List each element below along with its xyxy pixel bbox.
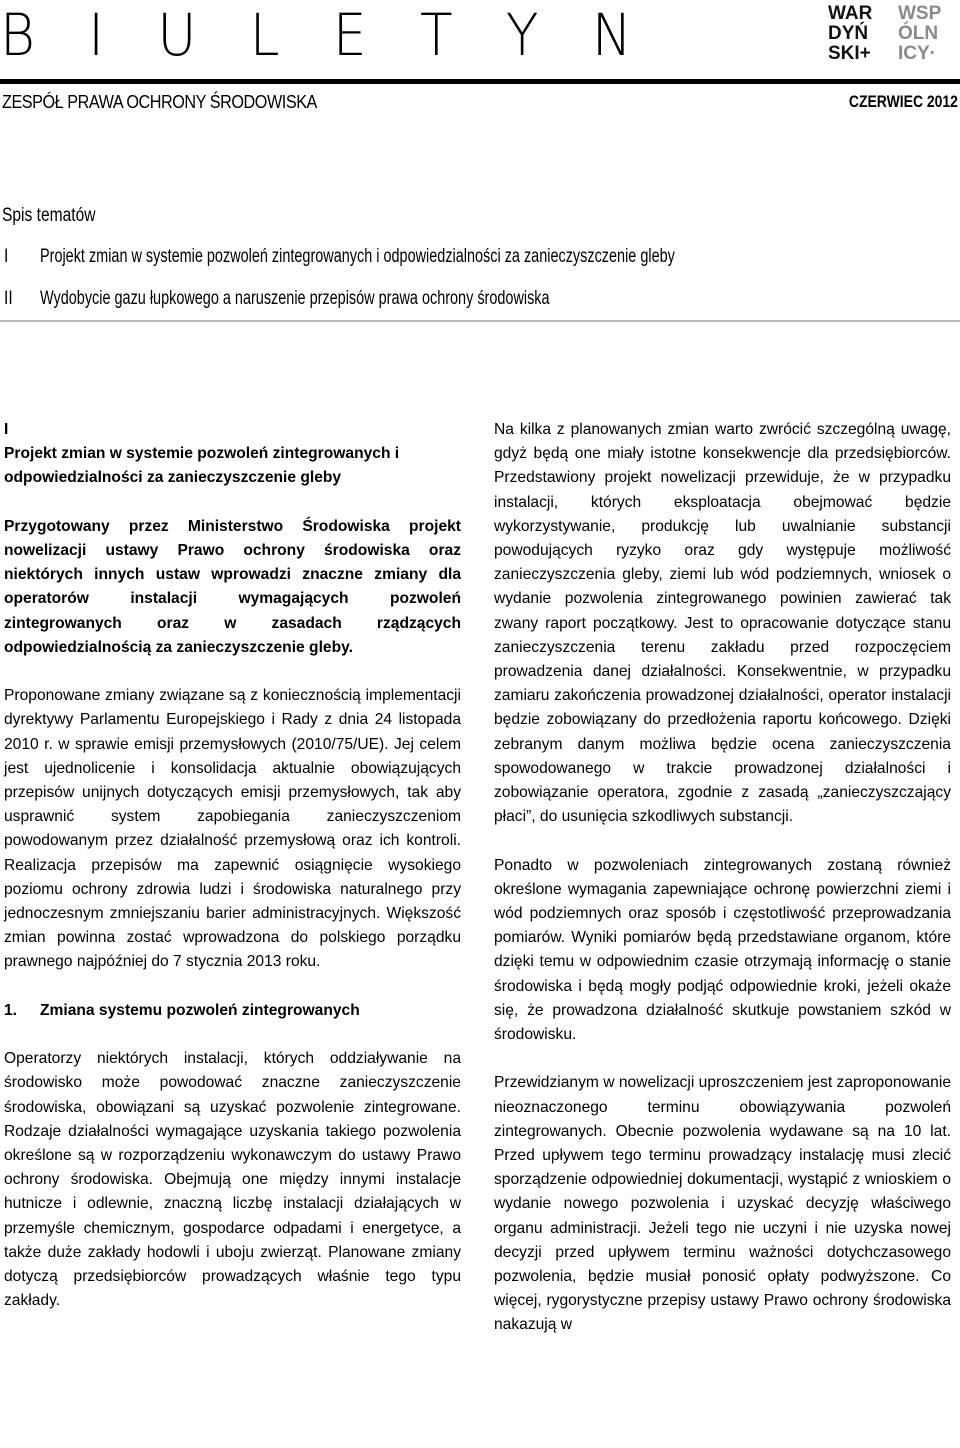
toc-title: Spis tematów: [2, 205, 96, 226]
toc-item-number: I: [4, 246, 9, 267]
section-number: I: [4, 421, 9, 438]
issue-date: CZERWIEC 2012: [849, 92, 958, 111]
firm-logo-wardynski: [828, 4, 894, 68]
body-paragraph: Na kilka z planowanych zmian warto zwrócić szczególną uwagę, gdyż będą one miały istotne konsekwencje dla przedsiębiorców. Przedstawiony projekt nowelizacji przewiduje, że w przypadku instalacji, których eksploatacja obejmować będzie wykorzystywanie, produkcję lub uwalnianie substancji powodujących ryzyko oraz gdy występuje możliwość zanieczyszczenia gleby, ziemi lub wód podziemnych, wniosek o wydanie pozwolenia zintegrowanego powinien zawierać tak zwany raport początkowy. Jest to opracowanie dotyczące stanu zanieczyszczenia terenu zakładu przed rozpoczęciem prowadzenia danej działalności. Konsekwentnie, w przypadku zamiaru zakończenia prowadzonej działalności, operator instalacji będzie zobowiązany do przedłożenia raportu końcowego. Dzięki zebranym danym możliwa będzie ocena zanieczyszczenia spowodowanego w trakcie prowadzonej działalności i zobowiązanie operatora, zgodnie z zasadą „zanieczyszczający płaci”, do usunięcia szkodliwych substancji.: [494, 421, 951, 826]
article-column-right: [494, 418, 951, 1362]
toc-item-title[interactable]: Projekt zmian w systemie pozwoleń zintegrowanych i odpowiedzialności za zanieczyszczenie gleby: [40, 246, 675, 267]
masthead-title: BIULETYN: [0, 1, 686, 69]
department-name: ZESPÓŁ PRAWA OCHRONY ŚRODOWISKA: [2, 92, 317, 112]
body-paragraph: Proponowane zmiany związane są z koniecznością implementacji dyrektywy Parlamentu Europejskiego i Rady z dnia 24 listopada 2010 r. w sprawie emisji przemysłowych (2010/75/UE). Jej celem jest ujednolicenie i konsolidacja aktualnie obowiązujących przepisów unijnych dotyczących emisji przemysłowych, tak aby usprawnić system zapobiegania zanieczyszczeniom powodowanym przez działalność przemysłową oraz ich kontroli. Realizacja przepisów ma zapewnić osiągnięcie wysokiego poziomu ochrony zdrowia ludzi i środowiska naturalnego przy jednoczesnym zmniejszaniu barier administracyjnych. Większość zmian powinna zostać wprowadzona do polskiego porządku prawnego najpóźniej do 7 stycznia 2013 roku.: [4, 687, 461, 971]
subsection-number: 1.: [4, 1001, 18, 1019]
body-paragraph: Przewidzianym w nowelizacji uproszczeniem jest zaproponowanie nieoznaczonego terminu obowiązywania pozwoleń zintegrowanych. Obecnie pozwolenia wydawane są na 10 lat. Przed upływem tego terminu prowadzący instalację musi zlecić sporządzenie odpowiedniej dokumentacji, wystąpić z wnioskiem o wydanie nowego pozwolenia i uzyskać decyzję właściwego organu administracji. Jeżeli tego nie uczyni i nie uzyska nowej decyzji przed upływem terminu ważności dotychczasowego pozwolenia, będzie musiał ponosić opłaty podwyższone. Co więcej, rygorystyczne przepisy ustawy Prawo ochrony środowiska nakazują w: [494, 1074, 951, 1334]
article-column-left: [4, 418, 461, 1338]
toc-item-title[interactable]: Wydobycie gazu łupkowego a naruszenie przepisów prawa ochrony środowiska: [40, 288, 550, 309]
logo-line: SKI+: [828, 43, 871, 64]
toc-item-number: II: [4, 288, 13, 309]
header-divider: [0, 79, 960, 84]
logo-line: ÓLN: [898, 23, 939, 44]
body-paragraph: Ponadto w pozwoleniach zintegrowanych zostaną również określone wymagania zapewniające ochronę powierzchni ziemi i wód podziemnych oraz sposób i częstotliwość przeprowadzania pomiarów. Wyniki pomiarów będą przedstawiane organom, które dzięki temu w odpowiednim czasie otrzymają informację o stanie środowiska i będą mogły podjąć odpowiednie kroki, jeżeli okaże się, że prowadzona działalność skutkuje powstaniem szkód w środowisku.: [494, 856, 951, 1044]
logo-line: ICY·: [898, 43, 936, 64]
body-paragraph: Operatorzy niektórych instalacji, których oddziaływanie na środowisko może powodować znaczne zanieczyszczenie środowiska, obowiązani są uzyskać pozwolenie zintegrowane. Rodzaje działalności wymagające uzyskania takiego pozwolenia określone są w rozporządzeniu wykonawczym do ustawy Prawo ochrony środowiska. Obejmują one między innymi instalacje hutnicze i odlewnie, znaczną liczbę instalacji działających w przemyśle chemicznym, gospodarce odpadami i energetyce, a także duże zakłady hodowli i uboju zwierząt. Planowane zmiany dotyczą przedsiębiorców prowadzących właśnie tego typu zakłady.: [4, 1050, 461, 1310]
toc-divider: [0, 320, 960, 322]
logo-line: WSP: [898, 3, 942, 24]
subsection-heading: [4, 999, 461, 1023]
logo-line: DYŃ: [828, 23, 869, 44]
firm-logo-wspolnicy: [898, 4, 960, 68]
subsection-title: Zmiana systemu pozwoleń zintegrowanych: [40, 1001, 360, 1019]
article-lead: Przygotowany przez Ministerstwo Środowiska projekt nowelizacji ustawy Prawo ochrony środowiska oraz niektórych innych ustaw wprowadzi znaczne zmiany dla operatorów instalacji wymagających pozwoleń zintegrowanych oraz w zasadach rządzących odpowiedzialnością za zanieczyszczenie gleby.: [4, 517, 461, 656]
article-title: Projekt zmian w systemie pozwoleń zintegrowanych i odpowiedzialności za zanieczyszczenie gleby: [4, 445, 400, 487]
logo-line: WAR: [828, 3, 873, 24]
